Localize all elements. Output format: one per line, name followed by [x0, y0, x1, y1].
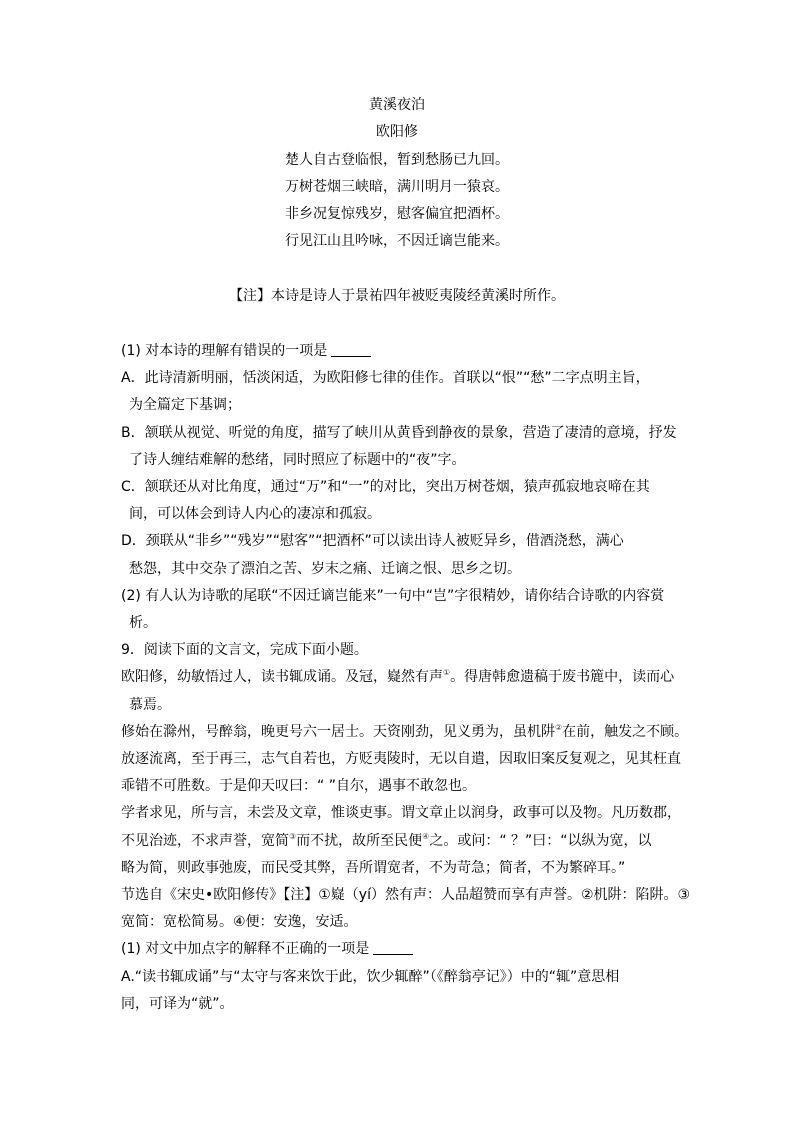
footnote-marker: ④ [422, 832, 430, 841]
footnote-marker: ③ [289, 832, 297, 841]
poem-line: 楚人自古登临恨，暂到愁肠已九回。 [285, 152, 509, 168]
passage-line: 欧阳修，幼敏悟过人，读书辄成诵。及冠，嶷然有声①。得唐韩愈遗稿于废书簏中，读而心 [121, 668, 675, 685]
poem-note: 【注】本诗是诗人于景祐四年被贬夷陵经黄溪时所作。 [229, 288, 565, 304]
passage-line: 略为简，则政事弛废，而民受其弊，吾所谓宽者，不为苛急；简者，不为繁碎耳。” [121, 860, 626, 876]
passage-line: 乖错不可胜数。于是仰天叹曰：“ ”自尔，遇事不敢忽也。 [121, 778, 476, 794]
option-d-cont: 愁怨，其中交杂了漂泊之苦、岁末之痛、迁谪之恨、思乡之切。 [129, 561, 521, 577]
option-b-cont: 了诗人缠结难解的愁绪，同时照应了标题中的“夜”字。 [129, 452, 466, 468]
passage-line: 放逐流离，至于再三，志气自若也，方贬夷陵时，无以自遣，因取旧案反复观之，见其枉直 [121, 751, 681, 767]
footnote-marker: ① [443, 668, 451, 677]
source-note-cont: 宽简：宽松简易。④便：安逸，安适。 [121, 914, 358, 930]
option-a-cont: 为全篇定下基调； [129, 397, 241, 413]
answer-blank [331, 342, 371, 357]
passage-line: 修始在滁州，号醉翁，晚更号六一居士。天资刚劲，见义勇为，虽机阱②在前，触发之不顾。 [121, 723, 689, 740]
option-c: C．颔联还从对比角度，通过“万”和“一”的对比，突出万树苍烟，猿声孤寂地哀啼在其 [121, 479, 650, 495]
option-d: D．颈联从“非乡”“残岁”“慰客”“把酒杯”可以读出诗人被贬异乡，借酒浇愁，满心 [121, 533, 624, 549]
question-1-stem: (1) 对本诗的理解有错误的一项是 [121, 341, 371, 361]
option-b: B．颔联从视觉、听觉的角度，描写了峡川从黄昏到静夜的景象，营造了凄清的意境，抒发 [121, 425, 677, 441]
option-c-cont: 间，可以体会到诗人内心的凄凉和孤寂。 [129, 506, 381, 522]
passage-line: 慕焉。 [129, 697, 171, 713]
source-note: 节选自《宋史•欧阳修传》【注】①嶷（yí）然有声：人品超赞而享有声誉。②机阱：陷阱。③ [121, 887, 691, 903]
question-9-heading: 9．阅读下面的文言文，完成下面小题。 [121, 642, 368, 658]
poem-title: 黄溪夜泊 [369, 97, 425, 113]
poem-author: 欧阳修 [376, 124, 418, 140]
sub-option-a-cont: 同，可译为“就”。 [121, 996, 234, 1012]
question-2-cont: 析。 [129, 615, 157, 631]
sub-question-1: (1) 对文中加点字的解释不正确的一项是 [121, 939, 413, 959]
passage-line: 学者求见，所与言，未尝及文章，惟谈吏事。谓文章止以润身，政事可以及物。凡历数郡， [121, 805, 681, 821]
poem-line: 非乡况复惊残岁，慰客偏宜把酒杯。 [285, 206, 509, 222]
passage-line: 不见治迹，不求声誉，宽简③而不扰，故所至民便④之。或问：“ ？”曰：“以纵为宽，以 [121, 832, 652, 849]
answer-blank [373, 940, 413, 955]
poem-line: 万树苍烟三峡暗，满川明月一猿哀。 [285, 179, 509, 195]
question-2: (2) 有人认为诗歌的尾联“不因迁谪岂能来”一句中“岂”字很精妙，请你结合诗歌的内容赏 [121, 588, 665, 604]
footnote-marker: ② [555, 723, 563, 732]
option-a: A．此诗清新明丽，恬淡闲适，为欧阳修七律的佳作。首联以“恨”“愁”二字点明主旨， [121, 370, 650, 386]
sub-option-a: A.“读书辄成诵”与“太守与客来饮于此，饮少辄醉”（《醉翁亭记》）中的“辄”意思相 [121, 969, 620, 985]
poem-line: 行见江山且吟咏，不因迁谪岂能来。 [285, 233, 509, 249]
